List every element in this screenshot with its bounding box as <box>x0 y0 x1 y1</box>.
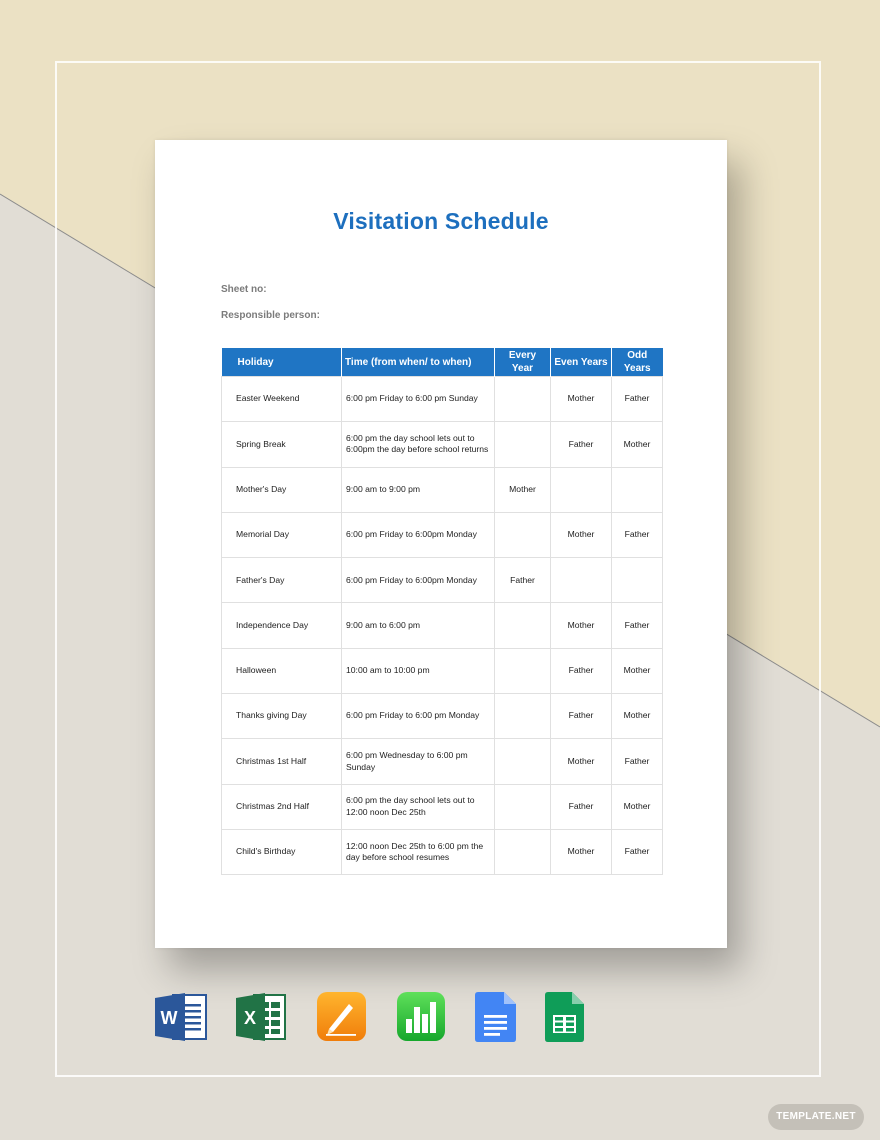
holiday-cell: Halloween <box>222 648 342 693</box>
time-cell: 6:00 pm Friday to 6:00 pm Monday <box>342 694 495 739</box>
time-cell: 12:00 noon Dec 25th to 6:00 pm the day before school resumes <box>342 829 495 874</box>
numbers-icon[interactable] <box>396 991 446 1042</box>
even-years-cell: Father <box>551 648 612 693</box>
time-cell: 6:00 pm the day school lets out to 12:00 noon Dec 25th <box>342 784 495 829</box>
excel-letter: X <box>243 1008 257 1028</box>
table-row <box>222 648 663 693</box>
odd-years-cell: Mother <box>612 422 663 467</box>
odd-years-cell: Father <box>612 377 663 422</box>
even-years-cell: Father <box>551 422 612 467</box>
every-year-cell <box>495 377 551 422</box>
header-every-year: Every Year <box>495 348 551 377</box>
word-letter: W <box>160 1008 178 1028</box>
template-net-badge[interactable]: TEMPLATE.NET <box>768 1104 864 1130</box>
time-cell: 6:00 pm the day school lets out to 6:00pm the day before school returns <box>342 422 495 467</box>
time-cell: 9:00 am to 9:00 pm <box>342 467 495 512</box>
word-icon[interactable] <box>155 992 209 1042</box>
every-year-cell: Mother <box>495 467 551 512</box>
google-sheets-icon[interactable] <box>545 991 585 1043</box>
every-year-cell <box>495 694 551 739</box>
holiday-cell: Easter Weekend <box>222 377 342 422</box>
header-holiday: Holiday <box>222 348 342 377</box>
time-cell: 6:00 pm Wednesday to 6:00 pm Sunday <box>342 739 495 784</box>
every-year-cell <box>495 784 551 829</box>
every-year-cell <box>495 603 551 648</box>
pages-icon[interactable] <box>316 991 367 1042</box>
every-year-cell <box>495 422 551 467</box>
schedule-table <box>221 348 663 875</box>
google-docs-icon[interactable] <box>475 991 517 1043</box>
time-cell: 9:00 am to 6:00 pm <box>342 603 495 648</box>
holiday-cell: Spring Break <box>222 422 342 467</box>
holiday-cell: Christmas 1st Half <box>222 739 342 784</box>
even-years-cell <box>551 558 612 603</box>
holiday-cell: Memorial Day <box>222 512 342 557</box>
holiday-cell: Independence Day <box>222 603 342 648</box>
header-time: Time (from when/ to when) <box>342 348 495 377</box>
table-row <box>222 512 663 557</box>
table-row <box>222 829 663 874</box>
header-even-years: Even Years <box>551 348 612 377</box>
time-cell: 6:00 pm Friday to 6:00pm Monday <box>342 512 495 557</box>
table-row <box>222 739 663 784</box>
holiday-cell: Child's Birthday <box>222 829 342 874</box>
table-row <box>222 422 663 467</box>
even-years-cell: Father <box>551 694 612 739</box>
even-years-cell: Mother <box>551 829 612 874</box>
document-title: Visitation Schedule <box>333 208 549 234</box>
table-header-row <box>222 348 663 377</box>
even-years-cell <box>551 467 612 512</box>
every-year-cell <box>495 648 551 693</box>
time-cell: 6:00 pm Friday to 6:00pm Monday <box>342 558 495 603</box>
time-cell: 10:00 am to 10:00 pm <box>342 648 495 693</box>
odd-years-cell: Father <box>612 739 663 784</box>
table-row <box>222 558 663 603</box>
document-page <box>155 140 727 948</box>
responsible-person-label: Responsible person: <box>221 310 320 321</box>
time-cell: 6:00 pm Friday to 6:00 pm Sunday <box>342 377 495 422</box>
even-years-cell: Mother <box>551 377 612 422</box>
even-years-cell: Mother <box>551 739 612 784</box>
table-row <box>222 467 663 512</box>
every-year-cell <box>495 829 551 874</box>
odd-years-cell: Father <box>612 603 663 648</box>
every-year-cell <box>495 739 551 784</box>
odd-years-cell: Mother <box>612 648 663 693</box>
odd-years-cell: Father <box>612 829 663 874</box>
even-years-cell: Mother <box>551 603 612 648</box>
odd-years-cell <box>612 558 663 603</box>
sheet-no-label: Sheet no: <box>221 284 267 295</box>
table-row <box>222 694 663 739</box>
odd-years-cell: Mother <box>612 694 663 739</box>
holiday-cell: Christmas 2nd Half <box>222 784 342 829</box>
table-row <box>222 377 663 422</box>
odd-years-cell: Father <box>612 512 663 557</box>
table-row <box>222 603 663 648</box>
odd-years-cell: Mother <box>612 784 663 829</box>
even-years-cell: Father <box>551 784 612 829</box>
odd-years-cell <box>612 467 663 512</box>
table-row <box>222 784 663 829</box>
header-odd-years: Odd Years <box>612 348 663 377</box>
holiday-cell: Mother's Day <box>222 467 342 512</box>
holiday-cell: Father's Day <box>222 558 342 603</box>
even-years-cell: Mother <box>551 512 612 557</box>
every-year-cell <box>495 512 551 557</box>
every-year-cell: Father <box>495 558 551 603</box>
holiday-cell: Thanks giving Day <box>222 694 342 739</box>
excel-icon[interactable] <box>236 992 288 1042</box>
